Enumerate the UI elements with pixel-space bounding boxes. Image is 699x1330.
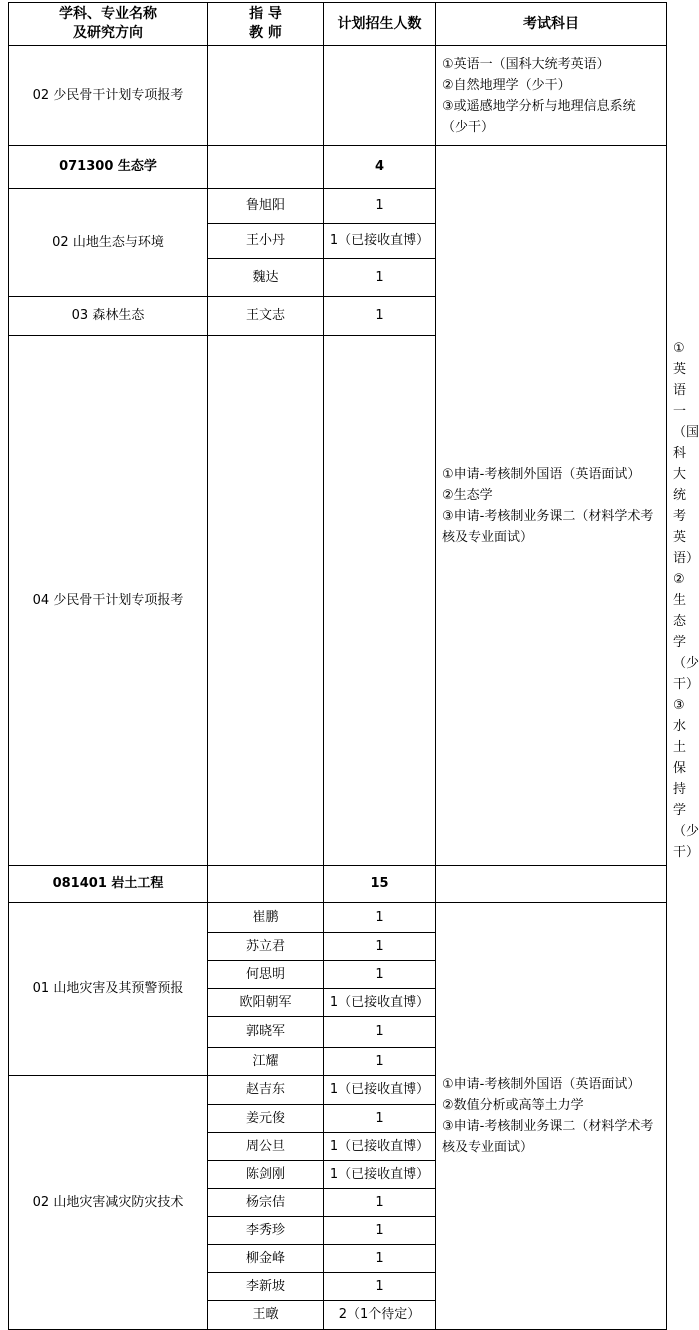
major-name-cell: 081401 岩土工程 <box>9 866 208 903</box>
header-planned-count: 计划招生人数 <box>324 3 436 46</box>
supervisor-cell <box>208 146 324 189</box>
direction-cell: 04 少民骨干计划专项报考 <box>9 336 208 866</box>
exam-subjects-cell <box>436 146 667 866</box>
header-supervisor-line2: 教 师 <box>249 25 282 41</box>
header-discipline <box>9 3 208 46</box>
supervisor-cell: 欧阳朝军 <box>208 989 324 1017</box>
count-cell <box>324 336 436 866</box>
count-cell: 1（已接收直博） <box>324 989 436 1017</box>
supervisor-cell: 魏达 <box>208 259 324 297</box>
count-cell: 1 <box>324 1217 436 1245</box>
count-cell <box>324 46 436 146</box>
count-cell: 1 <box>324 189 436 224</box>
direction-cell: 02 山地生态与环境 <box>9 189 208 297</box>
supervisor-cell: 崔鹏 <box>208 903 324 933</box>
major-row <box>9 146 667 189</box>
supervisor-cell: 姜元俊 <box>208 1105 324 1133</box>
major-name-cell: 071300 生态学 <box>9 146 208 189</box>
supervisor-cell: 鲁旭阳 <box>208 189 324 224</box>
supervisor-cell: 苏立君 <box>208 933 324 961</box>
supervisor-cell: 江耀 <box>208 1048 324 1076</box>
header-exam-subjects: 考试科目 <box>436 3 667 46</box>
table-row <box>9 46 667 146</box>
count-cell: 1 <box>324 903 436 933</box>
major-count-cell: 4 <box>324 146 436 189</box>
exam-subject: ③申请-考核制业务课二（材料学术考核及专业面试） <box>442 1119 654 1155</box>
count-cell: 1 <box>324 259 436 297</box>
exam-subjects-cell <box>436 46 667 146</box>
count-cell: 1 <box>324 1105 436 1133</box>
direction-cell: 03 森林生态 <box>9 297 208 336</box>
count-cell: 1 <box>324 1245 436 1273</box>
count-cell: 1（已接收直博） <box>324 224 436 259</box>
supervisor-cell: 柳金峰 <box>208 1245 324 1273</box>
supervisor-cell: 李秀珍 <box>208 1217 324 1245</box>
exam-subjects-cell <box>436 903 667 1330</box>
supervisor-cell: 杨宗佶 <box>208 1189 324 1217</box>
count-cell: 1（已接收直博） <box>324 1161 436 1189</box>
supervisor-cell: 李新坡 <box>208 1273 324 1301</box>
supervisor-cell: 周公旦 <box>208 1133 324 1161</box>
direction-cell: 01 山地灾害及其预警预报 <box>9 903 208 1076</box>
count-cell: 1 <box>324 1273 436 1301</box>
direction-cell: 02 山地灾害减灾防灾技术 <box>9 1076 208 1330</box>
supervisor-cell: 陈剑刚 <box>208 1161 324 1189</box>
exam-subjects-cell <box>436 866 667 903</box>
header-discipline-line2: 及研究方向 <box>73 25 143 41</box>
major-count-cell: 15 <box>324 866 436 903</box>
supervisor-cell <box>208 866 324 903</box>
header-supervisor <box>208 3 324 46</box>
exam-subject: ③或遥感地学分析与地理信息系统（少干） <box>442 98 636 135</box>
exam-subject: ②生态学 <box>442 487 493 503</box>
exam-subject: ②自然地理学（少干） <box>442 77 571 93</box>
count-cell: 1（已接收直博） <box>324 1133 436 1161</box>
exam-subject: ①申请-考核制外国语（英语面试） <box>442 466 641 482</box>
supervisor-cell: 郭晓军 <box>208 1017 324 1048</box>
supervisor-cell: 王小丹 <box>208 224 324 259</box>
supervisor-cell <box>208 336 324 866</box>
supervisor-cell <box>208 46 324 146</box>
supervisor-cell: 王暾 <box>208 1301 324 1330</box>
exam-subject: ③申请-考核制业务课二（材料学术考核及专业面试） <box>442 508 654 545</box>
direction-cell: 02 少民骨干计划专项报考 <box>9 46 208 146</box>
header-row <box>9 3 667 46</box>
major-row <box>9 866 667 903</box>
supervisor-cell: 何思明 <box>208 961 324 989</box>
count-cell: 1 <box>324 1189 436 1217</box>
exam-subject: ①英语一（国科大统考英语） <box>442 56 610 72</box>
supervisor-cell: 赵吉东 <box>208 1076 324 1105</box>
header-supervisor-line1: 指 导 <box>249 6 282 22</box>
count-cell: 1（已接收直博） <box>324 1076 436 1105</box>
count-cell: 1 <box>324 297 436 336</box>
count-cell: 1 <box>324 1017 436 1048</box>
supervisor-cell: 王文志 <box>208 297 324 336</box>
table-row <box>9 903 667 933</box>
header-discipline-line1: 学科、专业名称 <box>59 6 157 22</box>
count-cell: 1 <box>324 961 436 989</box>
exam-subject: ①申请-考核制外国语（英语面试） <box>442 1077 641 1092</box>
count-cell: 1 <box>324 1048 436 1076</box>
table-row: 04 少民骨干计划专项报考 ①英语一（国科大统考英语） ②生态学（少干） ③水土保持学（少干） <box>9 336 667 866</box>
exam-subject: ②数值分析或高等土力学 <box>442 1098 584 1113</box>
count-cell: 2（1个待定） <box>324 1301 436 1330</box>
admissions-table <box>8 2 699 1330</box>
count-cell: 1 <box>324 933 436 961</box>
